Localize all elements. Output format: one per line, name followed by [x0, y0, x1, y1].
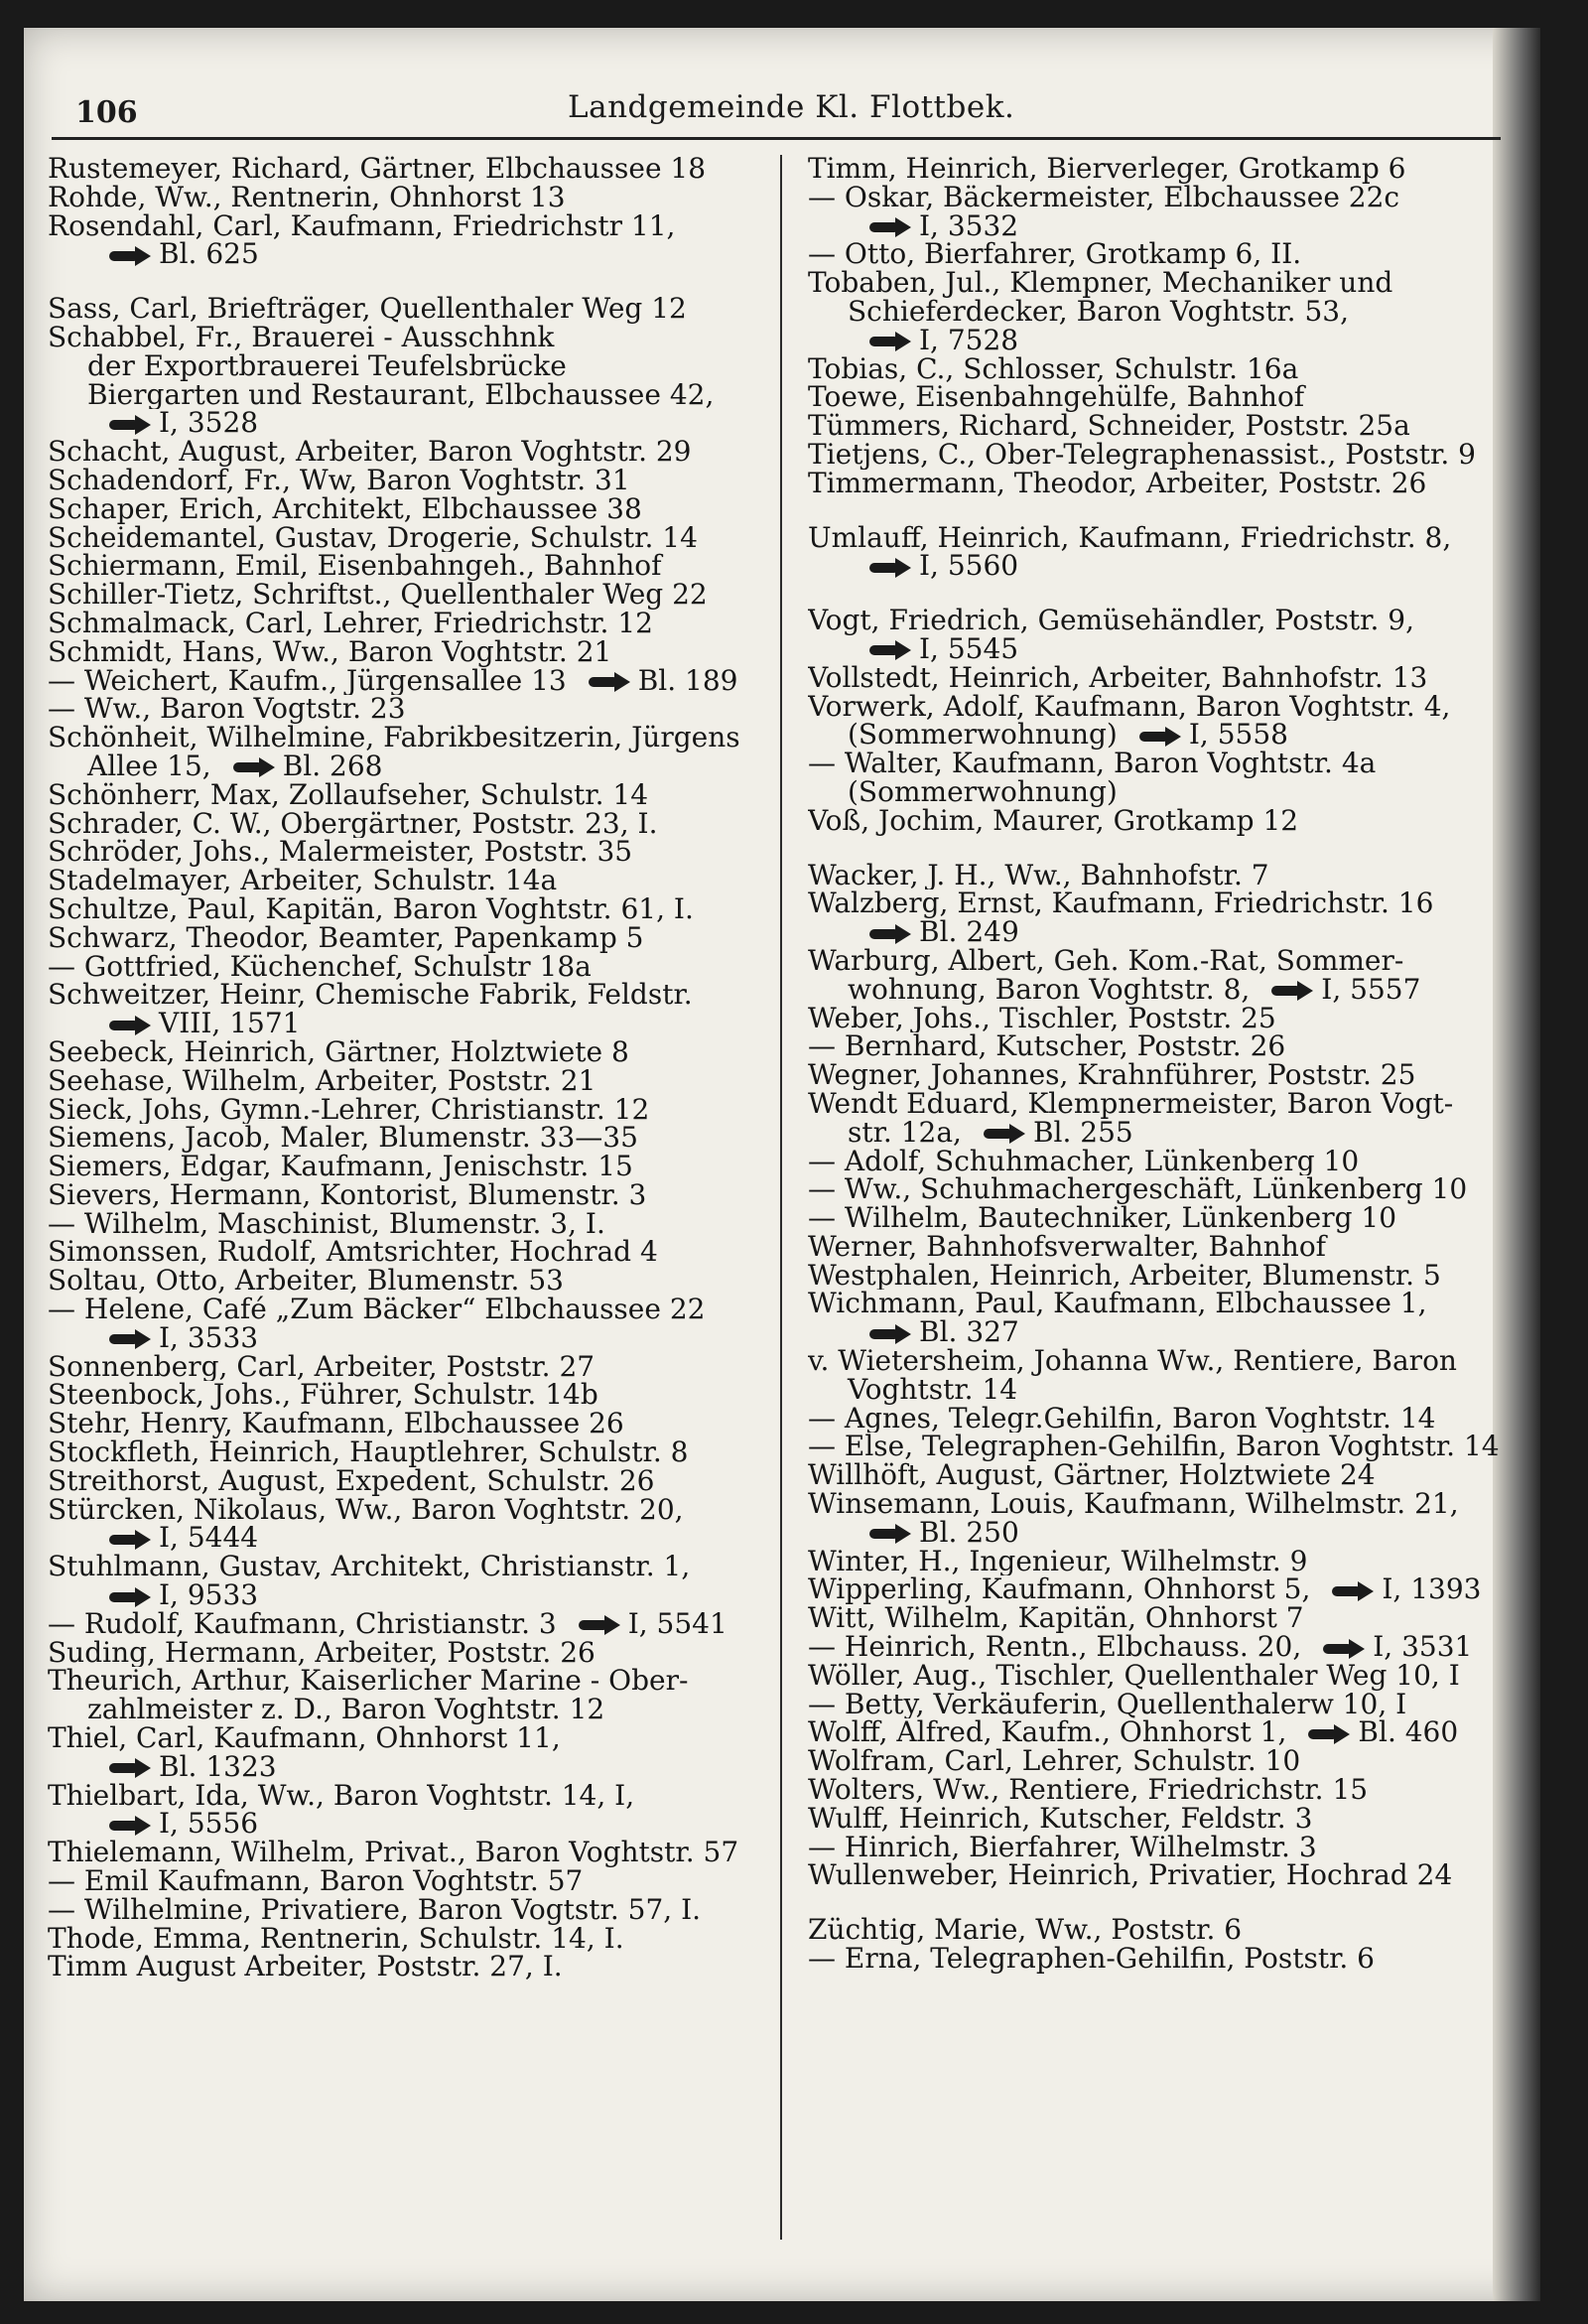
entry-text: Sass, Carl, Briefträger, Quellenthaler Weg 12	[48, 295, 687, 324]
directory-entry	[48, 1181, 772, 1210]
directory-entry	[48, 184, 772, 212]
directory-entry	[48, 1524, 772, 1553]
directory-entry	[808, 1490, 1532, 1519]
entry-text: — Oskar, Bäckermeister, Elbchaussee 22c	[808, 183, 1400, 212]
entry-text: — Erna, Telegraphen-Gehilfin, Poststr. 6	[808, 1945, 1375, 1974]
entry-text: Wöller, Aug., Tischler, Quellenthaler Weg 10, I	[808, 1661, 1460, 1691]
phone-number: Bl. 189	[637, 666, 738, 696]
entry-text: — Ww., Baron Vogtstr. 23	[48, 695, 406, 725]
entry-text: Stuhlmann, Gustav, Architekt, Christianstr. 1,	[48, 1553, 691, 1582]
directory-entry	[808, 1662, 1532, 1691]
entry-text: Willhöft, August, Gärtner, Holztwiete 24	[808, 1461, 1376, 1491]
telephone-hand-icon	[1271, 981, 1315, 1001]
directory-entry	[808, 184, 1532, 212]
directory-entry	[48, 581, 772, 610]
phone-number: Bl. 268	[282, 752, 383, 781]
entry-text: Scheidemantel, Gustav, Drogerie, Schulstr. 14	[48, 523, 698, 553]
entry-text: Tobias, C., Schlosser, Schulstr. 16a	[808, 354, 1299, 384]
telephone-hand-icon	[869, 332, 913, 351]
directory-entry	[808, 1148, 1532, 1176]
directory-entry	[808, 155, 1532, 184]
entry-text: Schaper, Erich, Architekt, Elbchaussee 38	[48, 494, 642, 524]
directory-entry	[48, 638, 772, 667]
entry-text: Suding, Hermann, Arbeiter, Poststr. 26	[48, 1638, 596, 1668]
directory-entry	[808, 1548, 1532, 1576]
directory-entry	[48, 981, 772, 1010]
directory-entry	[48, 1696, 772, 1724]
entry-text: wohnung, Baron Voghtstr. 8,	[848, 975, 1251, 1005]
running-head: Landgemeinde Kl. Flottbek.	[568, 89, 1015, 125]
directory-entry	[808, 693, 1532, 722]
entry-text: Schwarz, Theodor, Beamter, Papenkamp 5	[48, 923, 644, 953]
directory-entry	[808, 1347, 1532, 1376]
entry-text: Schultze, Paul, Kapitän, Baron Voghtstr. 61, I.	[48, 894, 694, 924]
telephone-hand-icon	[1332, 1581, 1376, 1601]
directory-page	[24, 28, 1540, 2301]
telephone-hand-icon	[1323, 1639, 1367, 1659]
phone-number: I, 5444	[159, 1524, 259, 1554]
entry-text: Schmidt, Hans, Ww., Baron Voghtstr. 21	[48, 637, 612, 667]
phone-number: I, 7528	[919, 326, 1019, 355]
entry-text: Allee 15,	[87, 752, 211, 781]
page-number: 106	[75, 95, 138, 130]
entry-text: Schrader, C. W., Obergärtner, Poststr. 23, I.	[48, 809, 658, 839]
directory-entry	[808, 1575, 1532, 1604]
entry-text: Biergarten und Restaurant, Elbchaussee 42,	[87, 380, 715, 410]
phone-number: I, 5560	[919, 552, 1019, 582]
phone-number: I, 5541	[627, 1609, 728, 1639]
entry-text: v. Wietersheim, Johanna Ww., Rentiere, Baron	[808, 1347, 1457, 1376]
phone-number: Bl. 460	[1358, 1718, 1459, 1748]
telephone-hand-icon	[109, 1758, 153, 1778]
directory-entry	[808, 269, 1532, 298]
directory-entry	[48, 810, 772, 839]
telephone-hand-icon	[109, 1816, 153, 1836]
entry-text: Wipperling, Kaufmann, Ohnhorst 5,	[808, 1575, 1311, 1605]
telephone-hand-icon	[109, 1016, 153, 1035]
entry-text: Timm August Arbeiter, Poststr. 27, I.	[48, 1953, 563, 1982]
directory-entry	[808, 1747, 1532, 1776]
directory-entry	[808, 1805, 1532, 1834]
entry-text: Vogt, Friedrich, Gemüsehändler, Poststr. 9,	[808, 607, 1415, 635]
directory-entry	[808, 1204, 1532, 1233]
entry-text: Tietjens, C., Ober-Telegraphenassist., Poststr. 9	[808, 440, 1476, 470]
directory-entry	[808, 1718, 1532, 1747]
directory-entry	[808, 1604, 1532, 1633]
entry-text: Voghtstr. 14	[848, 1375, 1018, 1405]
entry-text: Schmalmack, Carl, Lehrer, Friedrichstr. 12	[48, 609, 653, 638]
directory-entry	[48, 1410, 772, 1438]
phone-number: I, 3531	[1373, 1633, 1473, 1662]
left-column	[48, 155, 772, 1982]
directory-entry	[808, 778, 1532, 807]
directory-entry	[48, 1124, 772, 1153]
entry-text: Rustemeyer, Richard, Gärtner, Elbchaussee 18	[48, 155, 707, 184]
entry-text: Schönherr, Max, Zollaufseher, Schulstr. 14	[48, 780, 649, 810]
entry-text: Walzberg, Ernst, Kaufmann, Friedrichstr. 16	[808, 889, 1434, 919]
entry-text: Thielemann, Wilhelm, Privat., Baron Voghtstr. 57	[48, 1839, 739, 1868]
entry-text: Schweitzer, Heinr, Chemische Fabrik, Feldstr.	[48, 981, 693, 1011]
entry-text: Vollstedt, Heinrich, Arbeiter, Bahnhofstr. 13	[808, 663, 1428, 693]
entry-text: Wolff, Alfred, Kaufm., Ohnhorst 1,	[808, 1718, 1287, 1748]
directory-entry	[808, 1461, 1532, 1490]
phone-number: I, 5556	[159, 1810, 259, 1840]
directory-entry	[48, 1782, 772, 1811]
directory-entry	[48, 867, 772, 895]
directory-entry	[808, 947, 1532, 976]
entry-text: Schabbel, Fr., Brauerei - Ausschhnk	[48, 323, 555, 352]
entry-text: — Wilhelm, Maschinist, Blumenstr. 3, I.	[48, 1209, 605, 1239]
entry-text: Vorwerk, Adolf, Kaufmann, Baron Voghtstr. 4,	[808, 692, 1451, 722]
entry-text: Schacht, August, Arbeiter, Baron Voghtstr. 29	[48, 438, 692, 467]
entry-text: Stehr, Henry, Kaufmann, Elbchaussee 26	[48, 1410, 624, 1439]
directory-entry	[48, 1496, 772, 1525]
directory-entry	[48, 212, 772, 241]
directory-entry	[48, 610, 772, 638]
directory-entry	[48, 1925, 772, 1954]
entry-text: Timmermann, Theodor, Arbeiter, Poststr. 26	[808, 469, 1427, 498]
directory-entry	[808, 1233, 1532, 1262]
directory-entry	[48, 155, 772, 184]
directory-entry	[808, 1262, 1532, 1291]
entry-text: Siemers, Edgar, Kaufmann, Jenischstr. 15	[48, 1153, 633, 1181]
entry-text: — Ww., Schuhmachergeschäft, Lünkenberg 10	[808, 1175, 1468, 1205]
phone-number: Bl. 255	[1032, 1118, 1133, 1148]
entry-text: — Rudolf, Kaufmann, Christianstr. 3	[48, 1609, 557, 1639]
telephone-hand-icon	[869, 924, 913, 944]
directory-entry	[808, 552, 1532, 581]
entry-text: Umlauff, Heinrich, Kaufmann, Friedrichstr. 8,	[808, 523, 1452, 553]
entry-text: Wolters, Ww., Rentiere, Friedrichstr. 15	[808, 1776, 1369, 1805]
directory-entry	[48, 1096, 772, 1125]
directory-entry	[48, 953, 772, 982]
entry-text: Seehase, Wilhelm, Arbeiter, Poststr. 21	[48, 1066, 596, 1096]
directory-entry	[48, 1953, 772, 1982]
directory-entry	[808, 1290, 1532, 1318]
entry-text: Schieferdecker, Baron Voghtstr. 53,	[848, 297, 1349, 327]
phone-number: Bl. 249	[919, 918, 1019, 947]
directory-entry	[808, 807, 1532, 836]
entry-text: — Agnes, Telegr.Gehilfin, Baron Voghtstr. 14	[808, 1404, 1436, 1434]
entry-text: Theurich, Arthur, Kaiserlicher Marine - Ober-	[48, 1667, 689, 1697]
directory-entry	[808, 1861, 1532, 1890]
entry-text: zahlmeister z. D., Baron Voghtstr. 12	[87, 1696, 605, 1725]
telephone-hand-icon	[869, 1524, 913, 1544]
directory-entry	[808, 862, 1532, 890]
section-spacer	[808, 1890, 1532, 1916]
phone-number: Bl. 1323	[159, 1752, 277, 1782]
directory-entry	[808, 1005, 1532, 1033]
directory-entry	[48, 752, 772, 781]
directory-entry	[48, 240, 772, 269]
directory-entry	[808, 1916, 1532, 1945]
entry-text: — Bernhard, Kutscher, Poststr. 26	[808, 1032, 1286, 1062]
directory-entry	[48, 895, 772, 924]
directory-entry	[808, 240, 1532, 269]
entry-text: Sievers, Hermann, Kontorist, Blumenstr. 3	[48, 1180, 647, 1210]
directory-entry	[48, 1553, 772, 1581]
entry-text: Streithorst, August, Expedent, Schulstr. 26	[48, 1466, 655, 1496]
entry-text: Westphalen, Heinrich, Arbeiter, Blumenstr. 5	[808, 1261, 1441, 1291]
directory-entry	[808, 212, 1532, 241]
entry-text: Stürcken, Nikolaus, Ww., Baron Voghtstr. 20,	[48, 1495, 684, 1525]
entry-text: — Wilhelm, Bautechniker, Lünkenberg 10	[808, 1204, 1397, 1233]
directory-entry	[48, 924, 772, 953]
directory-entry	[48, 1324, 772, 1353]
directory-entry	[808, 1834, 1532, 1862]
directory-entry	[808, 383, 1532, 412]
directory-entry	[808, 607, 1532, 635]
telephone-hand-icon	[869, 558, 913, 578]
right-column	[808, 155, 1532, 1974]
entry-text: (Sommerwohnung)	[848, 721, 1118, 751]
entry-text: Schiermann, Emil, Eisenbahngeh., Bahnhof	[48, 552, 662, 582]
entry-text: Wacker, J. H., Ww., Bahnhofstr. 7	[808, 861, 1269, 890]
entry-text: — Wilhelmine, Privatiere, Baron Vogtstr. 57, I.	[48, 1895, 702, 1925]
telephone-hand-icon	[109, 246, 153, 266]
phone-number: Bl. 625	[159, 240, 259, 270]
directory-entry	[808, 889, 1532, 918]
entry-text: Schönheit, Wilhelmine, Fabrikbesitzerin, Jürgens	[48, 724, 740, 752]
directory-entry	[808, 1945, 1532, 1974]
telephone-hand-icon	[984, 1124, 1027, 1144]
telephone-hand-icon	[1139, 727, 1183, 747]
telephone-hand-icon	[1308, 1724, 1352, 1744]
directory-entry	[48, 1267, 772, 1296]
directory-entry	[48, 667, 772, 696]
telephone-hand-icon	[589, 672, 632, 692]
directory-entry	[808, 1061, 1532, 1090]
telephone-hand-icon	[579, 1615, 622, 1635]
entry-text: — Gottfried, Küchenchef, Schulstr 18a	[48, 952, 592, 982]
entry-text: Züchtig, Marie, Ww., Poststr. 6	[808, 1916, 1243, 1946]
entry-text: — Emil Kaufmann, Baron Voghtstr. 57	[48, 1867, 584, 1896]
entry-text: Seebeck, Heinrich, Gärtner, Holztwiete 8	[48, 1037, 629, 1067]
directory-entry	[808, 1633, 1532, 1662]
directory-entry	[48, 467, 772, 495]
phone-number: I, 5558	[1188, 721, 1288, 751]
phone-number: I, 1393	[1382, 1575, 1482, 1605]
directory-entry	[48, 409, 772, 438]
entry-text: — Heinrich, Rentn., Elbchauss. 20,	[808, 1633, 1302, 1662]
directory-entry	[48, 295, 772, 324]
entry-text: Thielbart, Ida, Ww., Baron Voghtstr. 14, I,	[48, 1781, 635, 1811]
directory-entry	[48, 324, 772, 352]
directory-entry	[48, 1467, 772, 1496]
entry-text: Wendt Eduard, Klempnermeister, Baron Vogt-	[808, 1089, 1454, 1119]
entry-text: Tobaben, Jul., Klempner, Mechaniker und	[808, 269, 1393, 298]
directory-entry	[48, 524, 772, 553]
directory-entry	[48, 1581, 772, 1610]
directory-entry	[808, 1691, 1532, 1719]
entry-text: Wulff, Heinrich, Kutscher, Feldstr. 3	[808, 1804, 1313, 1834]
section-spacer	[808, 498, 1532, 524]
page-header	[52, 81, 1501, 140]
entry-text: Wichmann, Paul, Kaufmann, Elbchaussee 1,	[808, 1290, 1427, 1319]
entry-text: Stadelmayer, Arbeiter, Schulstr. 14a	[48, 867, 558, 895]
directory-entry	[48, 838, 772, 867]
phone-number: Bl. 327	[919, 1318, 1019, 1348]
section-spacer	[808, 581, 1532, 607]
directory-entry	[48, 381, 772, 410]
entry-text: Weber, Johs., Tischler, Poststr. 25	[808, 1004, 1276, 1033]
phone-number: I, 9533	[159, 1581, 259, 1610]
telephone-hand-icon	[233, 757, 277, 777]
directory-entry	[48, 1810, 772, 1839]
entry-text: — Weichert, Kaufm., Jürgensallee 13	[48, 666, 567, 696]
directory-entry	[48, 352, 772, 381]
directory-entry	[48, 1753, 772, 1782]
directory-entry	[808, 976, 1532, 1005]
section-spacer	[48, 269, 772, 295]
directory-entry	[808, 750, 1532, 778]
directory-entry	[48, 1038, 772, 1067]
directory-entry	[48, 495, 772, 524]
entry-text: Wullenweber, Heinrich, Privatier, Hochrad 24	[808, 1861, 1453, 1891]
directory-entry	[48, 552, 772, 581]
directory-entry	[48, 1010, 772, 1038]
directory-entry	[808, 664, 1532, 693]
entry-text: Winter, H., Ingenieur, Wilhelmstr. 9	[808, 1547, 1308, 1576]
directory-entry	[48, 781, 772, 810]
section-spacer	[808, 836, 1532, 862]
entry-text: Thode, Emma, Rentnerin, Schulstr. 14, I.	[48, 1924, 624, 1954]
entry-text: (Sommerwohnung)	[848, 777, 1118, 807]
telephone-hand-icon	[109, 1587, 153, 1607]
directory-entry	[48, 1667, 772, 1696]
directory-entry	[808, 327, 1532, 355]
directory-entry	[808, 441, 1532, 470]
directory-entry	[808, 1119, 1532, 1148]
directory-entry	[48, 438, 772, 467]
directory-entry	[48, 1296, 772, 1324]
entry-text: — Hinrich, Bierfahrer, Wilhelmstr. 3	[808, 1833, 1317, 1862]
directory-entry	[48, 1238, 772, 1267]
telephone-hand-icon	[869, 217, 913, 237]
entry-text: Steenbock, Johs., Führer, Schulstr. 14b	[48, 1381, 598, 1411]
telephone-hand-icon	[869, 1324, 913, 1344]
phone-number: I, 3532	[919, 211, 1019, 241]
phone-number: I, 3533	[159, 1323, 259, 1353]
column-divider	[780, 155, 782, 2240]
entry-text: — Else, Telegraphen-Gehilfin, Baron Voghtstr. 14	[808, 1433, 1500, 1462]
phone-number: I, 5545	[919, 634, 1019, 664]
telephone-hand-icon	[109, 1530, 153, 1550]
phone-number: VIII, 1571	[159, 1010, 301, 1038]
directory-entry	[48, 1610, 772, 1639]
telephone-hand-icon	[109, 1329, 153, 1349]
entry-text: Schadendorf, Fr., Ww, Baron Voghtstr. 31	[48, 466, 630, 495]
entry-text: Stockfleth, Heinrich, Hauptlehrer, Schulstr. 8	[48, 1438, 689, 1467]
directory-entry	[48, 1067, 772, 1096]
directory-entry	[808, 1376, 1532, 1405]
entry-text: Sieck, Johs, Gymn.-Lehrer, Christianstr. 12	[48, 1095, 650, 1125]
directory-entry	[808, 1318, 1532, 1347]
entry-text: Sonnenberg, Carl, Arbeiter, Poststr. 27	[48, 1352, 596, 1382]
directory-entry	[48, 1438, 772, 1467]
entry-text: — Walter, Kaufmann, Baron Voghtstr. 4a	[808, 750, 1377, 778]
entry-text: — Otto, Bierfahrer, Grotkamp 6, II.	[808, 240, 1302, 270]
telephone-hand-icon	[109, 415, 153, 435]
telephone-hand-icon	[869, 640, 913, 660]
directory-entry	[808, 1519, 1532, 1548]
entry-text: Witt, Wilhelm, Kapitän, Ohnhorst 7	[808, 1604, 1304, 1634]
entry-text: Thiel, Carl, Kaufmann, Ohnhorst 11,	[48, 1724, 561, 1753]
entry-text: Wegner, Johannes, Krahnführer, Poststr. 25	[808, 1061, 1416, 1090]
directory-entry	[808, 1776, 1532, 1805]
directory-entry	[48, 1381, 772, 1410]
phone-number: I, 5557	[1321, 975, 1421, 1005]
directory-entry	[48, 1867, 772, 1896]
entry-text: Tümmers, Richard, Schneider, Poststr. 25a	[808, 412, 1410, 441]
entry-text: Wolfram, Carl, Lehrer, Schulstr. 10	[808, 1747, 1301, 1777]
entry-text: Simonssen, Rudolf, Amtsrichter, Hochrad 4	[48, 1238, 658, 1268]
directory-entry	[48, 695, 772, 724]
entry-text: Schröder, Johs., Malermeister, Poststr. 35	[48, 838, 633, 868]
directory-entry	[48, 1896, 772, 1925]
directory-entry	[48, 1839, 772, 1867]
directory-entry	[808, 1433, 1532, 1461]
entry-text: — Betty, Verkäuferin, Quellenthalerw 10, I	[808, 1690, 1407, 1719]
directory-entry	[808, 1175, 1532, 1204]
directory-entry	[808, 355, 1532, 384]
entry-text: Warburg, Albert, Geh. Kom.-Rat, Sommer-	[808, 946, 1404, 976]
directory-entry	[808, 1032, 1532, 1061]
entry-text: — Helene, Café „Zum Bäcker“ Elbchaussee 22	[48, 1296, 706, 1324]
directory-entry	[808, 412, 1532, 441]
directory-entry	[808, 721, 1532, 750]
entry-text: Toewe, Eisenbahngehülfe, Bahnhof	[808, 383, 1305, 413]
directory-entry	[808, 1405, 1532, 1434]
entry-text: Schiller-Tietz, Schriftst., Quellenthaler Weg 22	[48, 581, 708, 610]
directory-entry	[48, 1353, 772, 1382]
entry-text: — Adolf, Schuhmacher, Lünkenberg 10	[808, 1147, 1360, 1176]
entry-text: Rohde, Ww., Rentnerin, Ohnhorst 13	[48, 183, 566, 212]
directory-entry	[48, 1153, 772, 1181]
directory-entry	[48, 1639, 772, 1668]
phone-number: Bl. 250	[919, 1518, 1019, 1548]
entry-text: Winsemann, Louis, Kaufmann, Wilhelmstr. 21,	[808, 1490, 1459, 1519]
entry-text: Timm, Heinrich, Bierverleger, Grotkamp 6	[808, 155, 1406, 184]
entry-text: str. 12a,	[848, 1118, 962, 1148]
entry-text: Werner, Bahnhofsverwalter, Bahnhof	[808, 1232, 1327, 1262]
phone-number: I, 3528	[159, 409, 259, 439]
directory-entry	[808, 1090, 1532, 1119]
directory-entry	[808, 298, 1532, 327]
directory-entry	[808, 635, 1532, 664]
directory-entry	[808, 524, 1532, 553]
directory-entry	[808, 918, 1532, 947]
directory-entry	[48, 1210, 772, 1239]
directory-entry	[808, 470, 1532, 498]
entry-text: Siemens, Jacob, Maler, Blumenstr. 33—35	[48, 1124, 638, 1154]
directory-entry	[48, 724, 772, 752]
entry-text: Rosendahl, Carl, Kaufmann, Friedrichstr 11,	[48, 211, 676, 241]
entry-text: Voß, Jochim, Maurer, Grotkamp 12	[808, 806, 1299, 836]
directory-entry	[48, 1724, 772, 1753]
entry-text: Soltau, Otto, Arbeiter, Blumenstr. 53	[48, 1267, 564, 1297]
entry-text: der Exportbrauerei Teufelsbrücke	[87, 351, 567, 381]
